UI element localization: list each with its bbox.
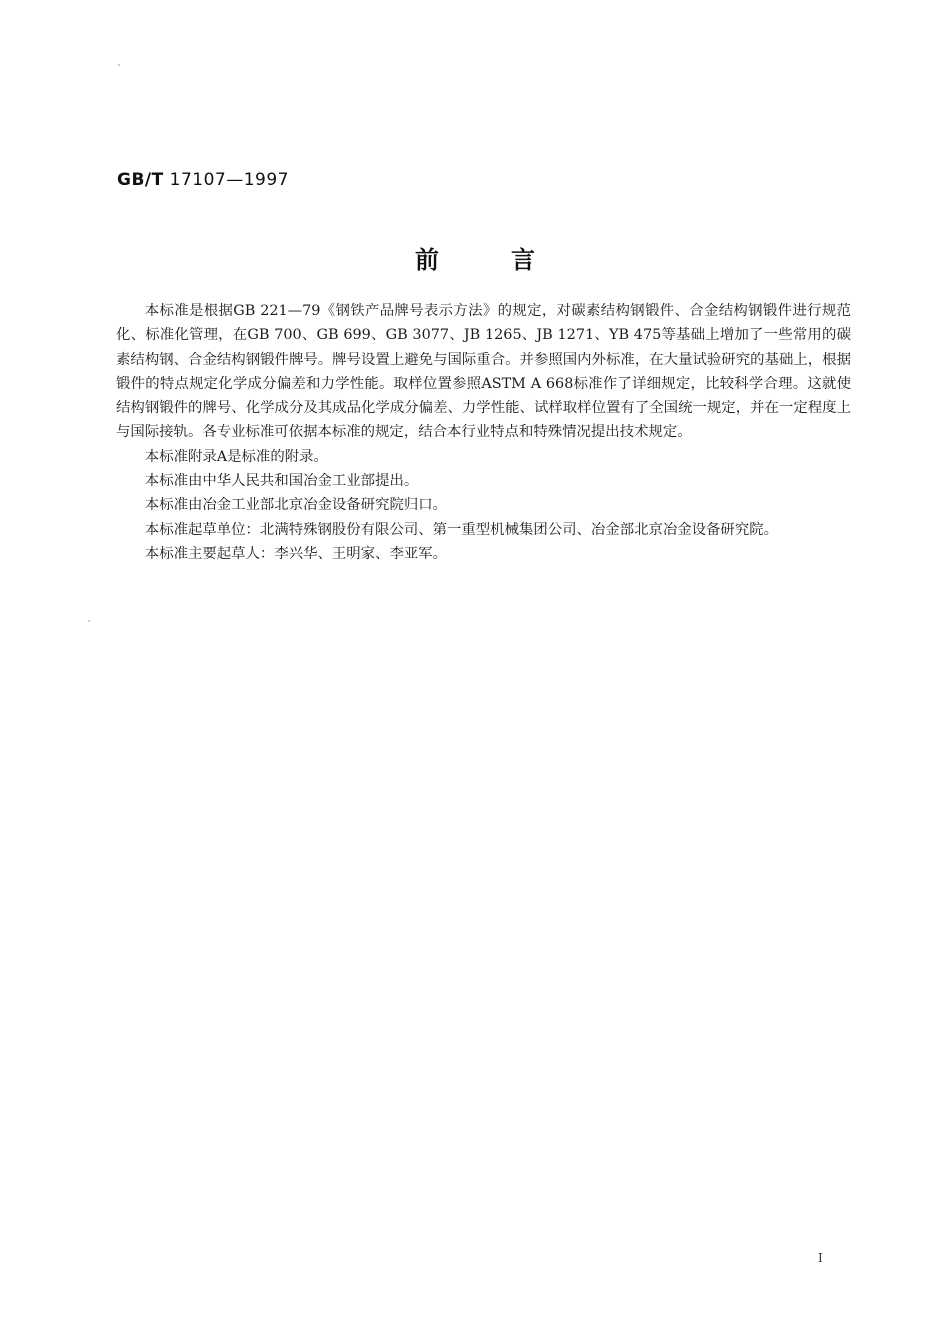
page-title: 前言 [415, 246, 607, 274]
standard-prefix: GB/T [117, 170, 164, 190]
paragraph-2: 本标准附录A是标准的附录。 [144, 448, 328, 465]
scan-speck [118, 64, 120, 66]
standard-code: 17107—1997 [163, 170, 289, 190]
foreword-body [116, 299, 851, 566]
paragraph-3: 本标准由中华人民共和国冶金工业部提出。 [144, 473, 419, 490]
standard-number [117, 170, 289, 190]
page-number: I [818, 1251, 823, 1265]
paragraph-4: 本标准由冶金工业部北京冶金设备研究院归口。 [144, 497, 448, 514]
paragraph-1: 本标准是根据GB 221—79《钢铁产品牌号表示方法》的规定，对碳素结构钢锻件、合金结构钢锻件进行规范化、标准化管理，在GB 700、GB 699、GB 3077、JB 1265、JB 1271、YB 475等基础上增加了一些常用的碳素结构钢、合金结构钢锻件牌号。牌号设置上避免与国际重合。并参照国内外标准，在大量试验研究的基础上，根据锻件的特点规定化学成分偏差和力学性能。取样位置参照ASTM A 668标准作了详细规定，比较科学合理。这就使结构钢锻件的牌号、化学成分及其成品化学成分偏差、力学性能、试样取样位置有了全国统一规定，并在一定程度上与国际接轨。各专业标准可依据本标准的规定，结合本行业特点和特殊情况提出技术规定。 [116, 303, 851, 441]
paragraph-5: 本标准起草单位：北满特殊钢股份有限公司、第一重型机械集团公司、冶金部北京冶金设备研究院。 [144, 521, 778, 538]
paragraph-6: 本标准主要起草人：李兴华、王明家、李亚军。 [144, 545, 448, 562]
scan-speck [88, 620, 90, 622]
